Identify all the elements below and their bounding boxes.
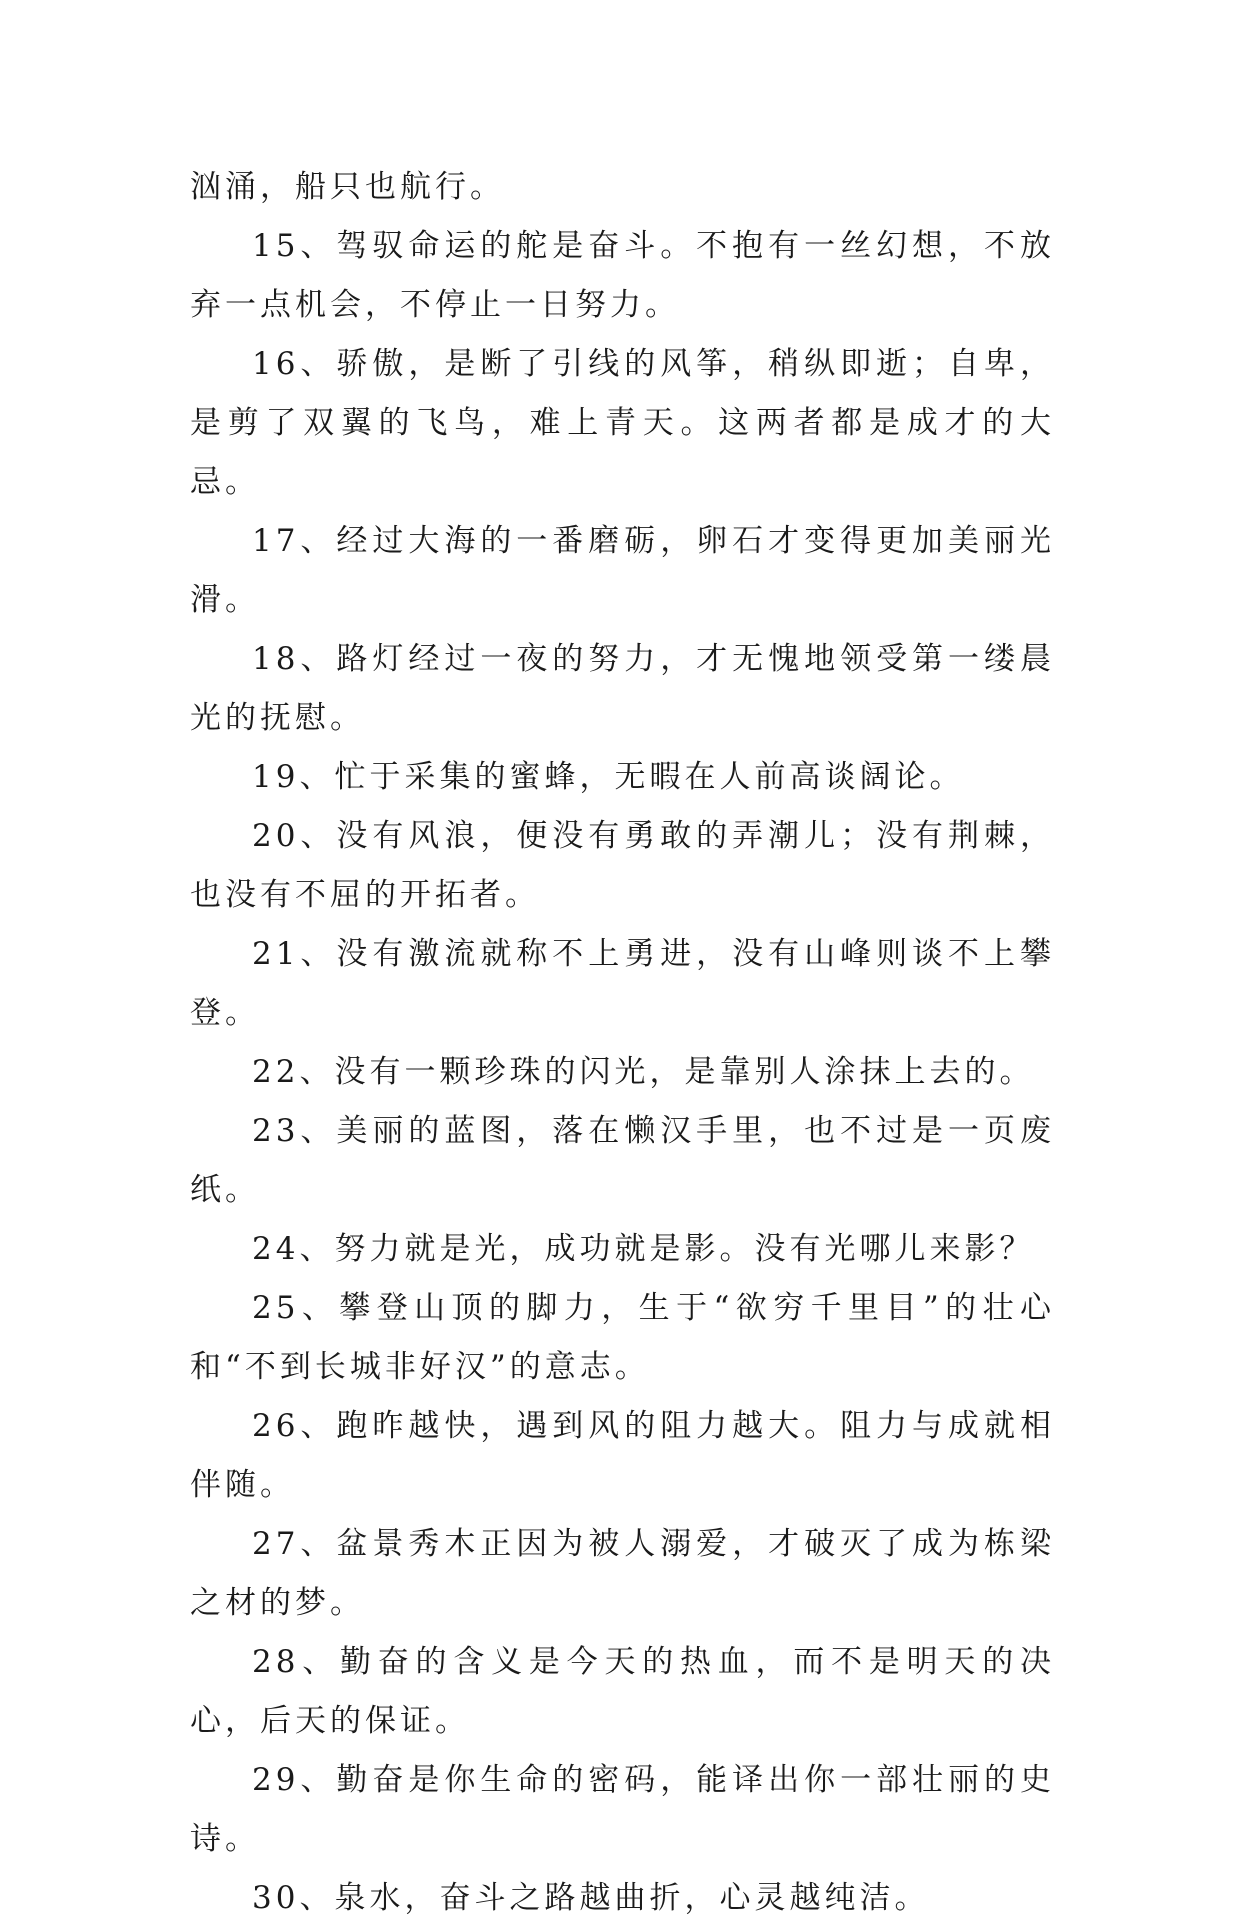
paragraph-item-15: 15、驾驭命运的舵是奋斗。不抱有一丝幻想，不放弃一点机会，不停止一日努力。	[190, 228, 1055, 323]
paragraph-item-25: 25、攀登山顶的脚力，生于“欲穷千里目”的壮心和“不到长城非好汉”的意志。	[190, 1290, 1055, 1385]
paragraph-item-28: 28、勤奋的含义是今天的热血，而不是明天的决心，后天的保证。	[190, 1644, 1055, 1739]
paragraph-item-27: 27、盆景秀木正因为被人溺爱，才破灭了成为栋梁之材的梦。	[190, 1526, 1055, 1621]
paragraph-item-23: 23、美丽的蓝图，落在懒汉手里，也不过是一页废纸。	[190, 1113, 1055, 1208]
paragraph-item-17: 17、经过大海的一番磨砺，卵石才变得更加美丽光滑。	[190, 523, 1055, 618]
paragraph-item-26: 26、跑昨越快，遇到风的阻力越大。阻力与成就相伴随。	[190, 1408, 1055, 1503]
paragraph-item-18: 18、路灯经过一夜的努力，才无愧地领受第一缕晨光的抚慰。	[190, 641, 1055, 736]
paragraph-item-22: 22、没有一颗珍珠的闪光，是靠别人涂抹上去的。	[252, 1054, 1035, 1090]
paragraph-item-20: 20、没有风浪，便没有勇敢的弄潮儿；没有荆棘，也没有不屈的开拓者。	[190, 818, 1055, 913]
paragraph-item-30: 30、泉水，奋斗之路越曲折，心灵越纯洁。	[252, 1880, 930, 1916]
paragraph-item-21: 21、没有激流就称不上勇进，没有山峰则谈不上攀登。	[190, 936, 1055, 1031]
paragraph-item-16: 16、骄傲，是断了引线的风筝，稍纵即逝；自卑，是剪了双翼的飞鸟，难上青天。这两者都是成才的大忌。	[190, 346, 1055, 500]
document-body	[190, 158, 1055, 1928]
paragraph-item-24: 24、努力就是光，成功就是影。没有光哪儿来影？	[252, 1231, 1035, 1267]
paragraph-item-29: 29、勤奋是你生命的密码，能译出你一部壮丽的史诗。	[190, 1762, 1055, 1857]
paragraph-continuation: 汹涌，船只也航行。	[190, 169, 505, 205]
paragraph-item-19: 19、忙于采集的蜜蜂，无暇在人前高谈阔论。	[252, 759, 965, 795]
